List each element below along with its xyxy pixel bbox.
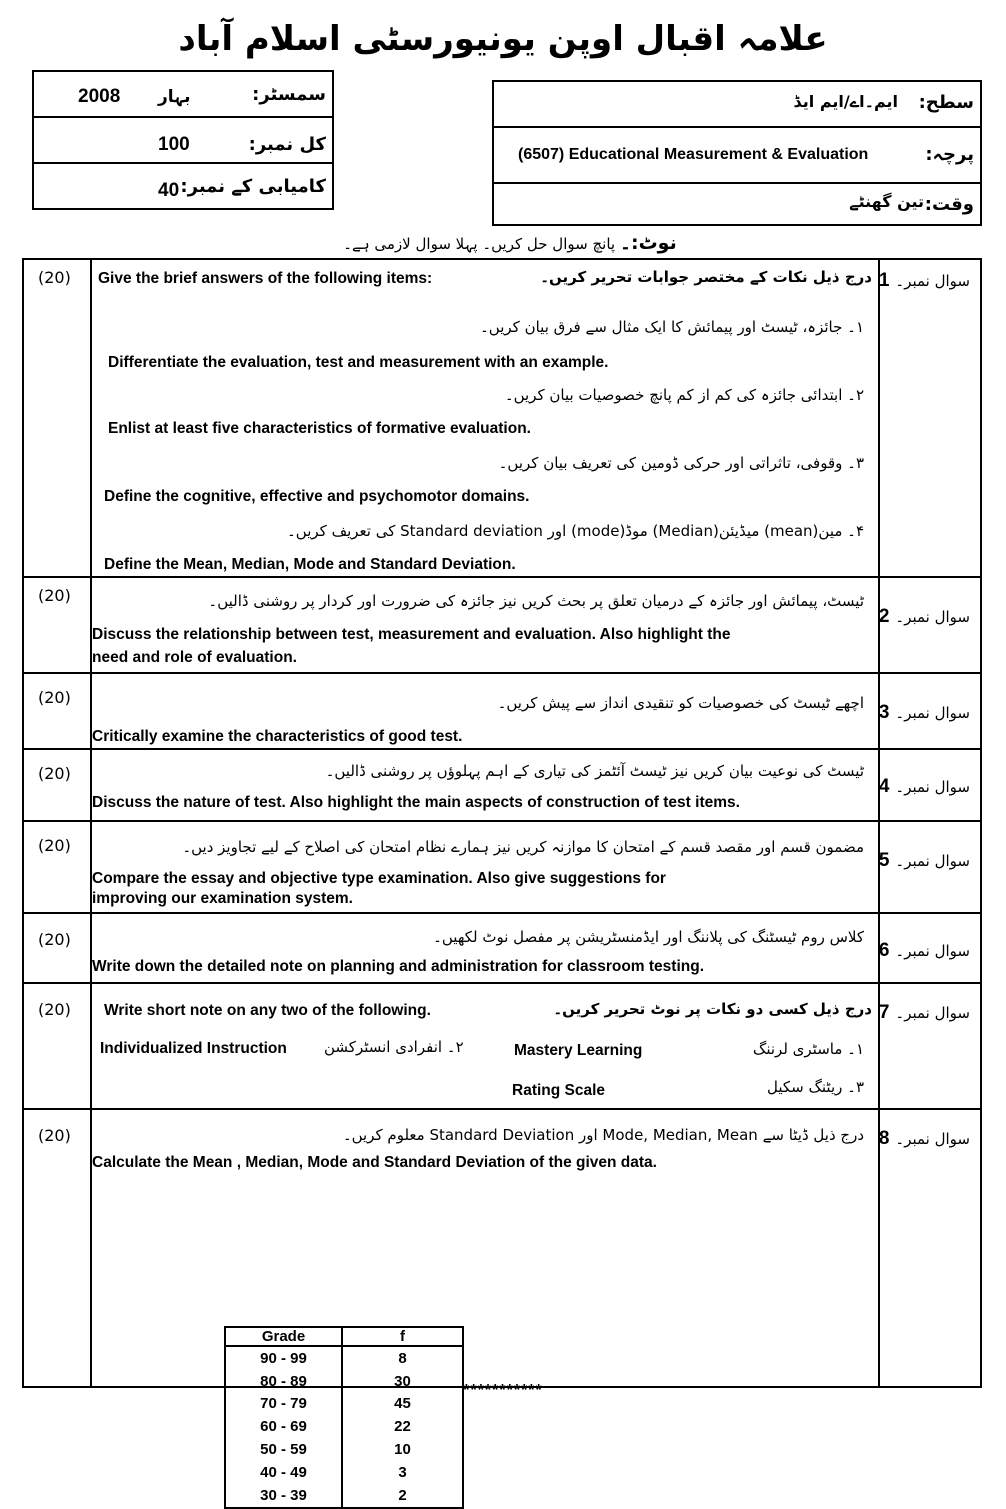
note-label: نوٹ:۔ — [619, 232, 677, 254]
table-row — [225, 1346, 463, 1370]
table-row — [225, 1438, 463, 1461]
q1-item4-ur: ۴۔ مین(mean) میڈیئن(Median) موڈ(mode) اور Standard deviation کی تعریف کریں۔ — [287, 522, 864, 540]
year-value: 2008 — [78, 86, 121, 107]
grade-table-header-row — [225, 1327, 463, 1346]
question-row-7 — [24, 984, 980, 1110]
grade-header: Grade — [225, 1327, 342, 1346]
q7-number: سوال نمبر۔7 — [878, 1002, 970, 1023]
grade-cell: 80 - 89 — [225, 1370, 342, 1393]
frequency-cell: 3 — [398, 1463, 407, 1481]
table-row — [225, 1415, 463, 1438]
q1-ur-intro: درج ذیل نکات کے مختصر جوابات تحریر کریں۔ — [540, 268, 872, 286]
grade-cell: 60 - 69 — [225, 1415, 342, 1438]
q3-number: سوال نمبر۔3 — [878, 702, 970, 723]
instructions-note — [330, 232, 690, 254]
q3-marks: (20) — [38, 688, 71, 707]
q1-item3-ur: ۳۔ وقوفی، تاثراتی اور حرکی ڈومین کی تعریف بیان کریں۔ — [498, 454, 864, 472]
grade-frequency-table — [224, 1326, 464, 1509]
q8-marks: (20) — [38, 1126, 71, 1145]
q1-en-intro: Give the brief answers of the following items: — [98, 270, 433, 287]
q7-ur-intro: درج ذیل کسی دو نکات پر نوٹ تحریر کریں۔ — [553, 1000, 872, 1018]
grade-cell: 70 - 79 — [225, 1393, 342, 1416]
table-row — [225, 1461, 463, 1484]
pass-marks-value: 40 — [158, 180, 180, 201]
q7-opt1-en: Mastery Learning — [514, 1042, 643, 1059]
university-title: علامہ اقبال اوپن یونیورسٹی اسلام آباد — [178, 19, 828, 59]
q8-en: Calculate the Mean , Median, Mode and Standard Deviation of the given data. — [92, 1154, 657, 1171]
grade-cell: 90 - 99 — [225, 1346, 342, 1370]
q7-opt2-en: Individualized Instruction — [100, 1040, 287, 1057]
q6-number: سوال نمبر۔6 — [878, 940, 970, 961]
q2-marks: (20) — [38, 586, 71, 605]
question-row-8 — [24, 1110, 980, 1504]
q6-ur: کلاس روم ٹیسٹنگ کی پلاننگ اور ایڈمنسٹریشن پر مفصل نوٹ لکھیں۔ — [433, 928, 864, 946]
paper-info-box — [492, 80, 982, 226]
semester-label: سمسٹر: — [252, 84, 326, 105]
q1-item1-en: Differentiate the evaluation, test and measurement with an example. — [108, 354, 609, 371]
q8-ur: درج ذیل ڈیٹا سے Mode, Median, Mean اور Standard Deviation معلوم کریں۔ — [342, 1126, 864, 1144]
q4-ur: ٹیسٹ کی نوعیت بیان کریں نیز ٹیسٹ آئٹمز کی تیاری کے اہم پہلوؤں پر روشنی ڈالیں۔ — [325, 762, 864, 780]
note-text: پانچ سوال حل کریں۔ پہلا سوال لازمی ہے۔ — [343, 235, 616, 253]
questions-table — [22, 258, 982, 1504]
footer-asterisks: *********** — [463, 1382, 543, 1399]
time-value: تین گھنٹے — [849, 192, 924, 211]
q2-en-line1: Discuss the relationship between test, measurement and evaluation. Also highlight the — [92, 626, 731, 643]
q5-number: سوال نمبر۔5 — [878, 850, 970, 871]
frequency-cell: 30 — [394, 1372, 411, 1390]
semester-value: بہار — [158, 87, 191, 107]
semester-info-box — [32, 70, 334, 210]
q7-en-intro: Write short note on any two of the following. — [104, 1002, 431, 1019]
question-row-1 — [24, 260, 980, 578]
question-row-6 — [24, 914, 980, 984]
q1-item4-en: Define the Mean, Median, Mode and Standard Deviation. — [104, 556, 516, 573]
pass-marks-label: کامیابی کے نمبر: — [180, 176, 326, 197]
q1-item1-ur: ۱۔ جائزہ، ٹیسٹ اور پیمائش کا ایک مثال سے فرق بیان کریں۔ — [480, 318, 864, 336]
q7-opt3-ur: ۳۔ ریٹنگ سکیل — [766, 1078, 864, 1096]
q1-item3-en: Define the cognitive, effective and psychomotor domains. — [104, 488, 530, 505]
frequency-header: f — [342, 1327, 463, 1346]
total-marks-value: 100 — [158, 134, 190, 155]
paper-label: پرچہ: — [925, 144, 974, 165]
q5-ur: مضمون قسم اور مقصد قسم کے امتحان کا موازنہ کریں نیز ہمارے نظام امتحان کی اصلاح کے لیے تجاویز دیں۔ — [182, 838, 864, 856]
q1-item2-ur: ۲۔ ابتدائی جائزہ کی کم از کم پانچ خصوصیات بیان کریں۔ — [504, 386, 864, 404]
q5-marks: (20) — [38, 836, 71, 855]
frequency-cell: 2 — [398, 1486, 407, 1504]
question-row-2 — [24, 578, 980, 674]
level-value: ایم۔اے/ایم ایڈ — [793, 92, 898, 111]
q5-en-line1: Compare the essay and objective type examination. Also give suggestions for — [92, 870, 666, 887]
q3-ur: اچھے ٹیسٹ کی خصوصیات کو تنقیدی انداز سے پیش کریں۔ — [497, 694, 864, 712]
q4-marks: (20) — [38, 764, 71, 783]
frequency-cell: 10 — [394, 1441, 411, 1459]
q4-number: سوال نمبر۔4 — [878, 776, 970, 797]
q1-marks: (20) — [38, 268, 71, 287]
frequency-cell: 22 — [394, 1418, 411, 1436]
q1-item2-en: Enlist at least five characteristics of formative evaluation. — [108, 420, 531, 437]
q6-marks: (20) — [38, 930, 71, 949]
q3-en: Critically examine the characteristics of good test. — [92, 728, 463, 745]
paper-value: (6507) Educational Measurement & Evaluation — [518, 146, 869, 163]
q4-en: Discuss the nature of test. Also highlight the main aspects of construction of test items. — [92, 794, 740, 811]
q2-ur: ٹیسٹ، پیمائش اور جائزہ کے درمیان تعلق پر بحث کریں نیز جائزہ کی ضرورت اور کردار پر روشنی ڈالیں۔ — [208, 592, 864, 610]
question-row-3 — [24, 674, 980, 750]
q5-en-line2: improving our examination system. — [92, 890, 353, 907]
q2-number: سوال نمبر۔2 — [878, 606, 970, 627]
total-marks-label: کل نمبر: — [248, 134, 326, 155]
grade-cell: 50 - 59 — [225, 1438, 342, 1461]
grade-cell: 40 - 49 — [225, 1461, 342, 1484]
q7-opt1-ur: ۱۔ ماسٹری لرننگ — [752, 1040, 864, 1058]
question-row-4 — [24, 750, 980, 822]
table-row — [225, 1484, 463, 1508]
time-label: وقت: — [924, 194, 974, 215]
q2-en-line2: need and role of evaluation. — [92, 649, 297, 666]
frequency-cell: 45 — [394, 1395, 411, 1413]
q1-number: سوال نمبر۔1 — [878, 270, 970, 291]
q7-opt3-en: Rating Scale — [512, 1082, 606, 1099]
level-label: سطح: — [918, 92, 974, 113]
q7-opt2-ur: ۲۔ انفرادی انسٹرکشن — [324, 1038, 464, 1056]
question-row-5 — [24, 822, 980, 914]
frequency-cell: 8 — [398, 1349, 407, 1367]
q7-marks: (20) — [38, 1000, 71, 1019]
grade-cell: 30 - 39 — [225, 1484, 342, 1508]
q8-number: سوال نمبر۔8 — [878, 1128, 970, 1149]
q6-en: Write down the detailed note on planning and administration for classroom testing. — [92, 958, 705, 975]
